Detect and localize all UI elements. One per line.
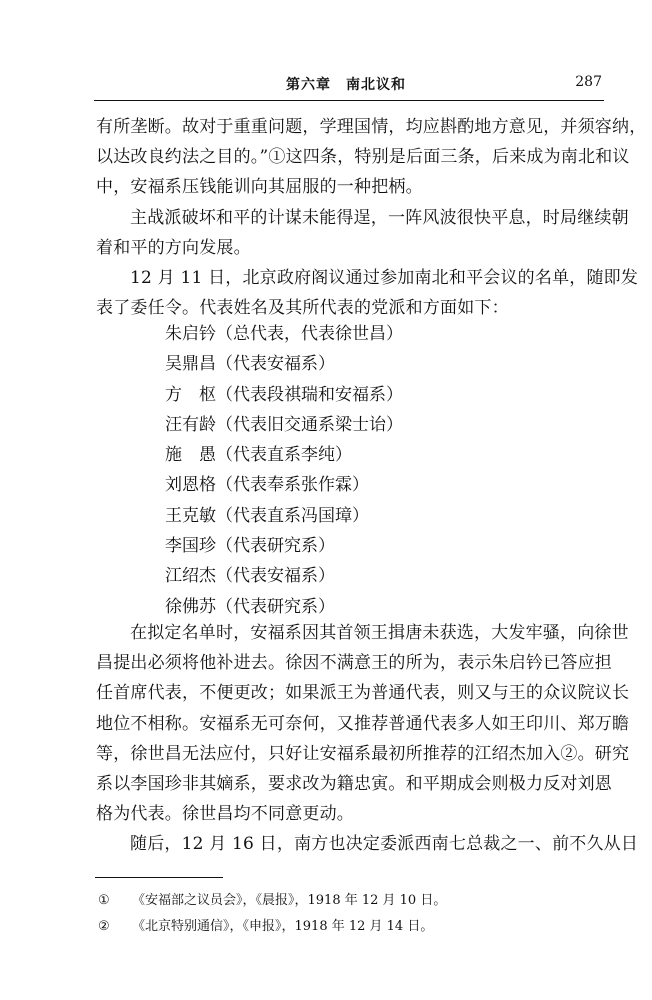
text-line: 着和平的方向发展。 <box>96 237 251 258</box>
delegate-item: 李国珍（代表研究系） <box>165 536 335 557</box>
delegate-list <box>165 319 403 622</box>
footnotes <box>98 889 446 941</box>
text-line: 主战派破坏和平的计谋未能得逞，一阵风波很快平息，时局继续朝 <box>130 207 629 228</box>
delegate-item: 吴鼎昌（代表安福系） <box>165 354 335 375</box>
header-rule <box>94 100 604 101</box>
footnote-rule <box>95 877 223 878</box>
text-line: 在拟定名单时，安福系因其首领王揖唐未获选，大发牢骚，向徐世 <box>130 623 629 643</box>
delegate-item: 刘恩格（代表奉系张作霖） <box>165 475 369 496</box>
footnote-mark: ② <box>98 919 110 934</box>
footnote-mark: ① <box>98 893 110 908</box>
delegate-item: 汪有龄（代表旧交通系梁士诒） <box>165 414 403 435</box>
delegate-item: 江绍杰（代表安福系） <box>165 566 335 587</box>
delegate-item: 朱启钤（总代表，代表徐世昌） <box>165 324 403 344</box>
page-header <box>96 74 602 98</box>
text-line: 有所垄断。故对于重重问题，学理国情，均应斟酌地方意见，并须容纳， <box>96 117 647 137</box>
text-line: 12 月 11 日，北京政府阁议通过参加南北和平会议的名单，随即发 <box>130 267 639 288</box>
page-number: 287 <box>575 74 602 90</box>
footnote <box>98 889 446 915</box>
text-line: 任首席代表，不便更改；如果派王为普通代表，则又与王的众议院议长 <box>96 683 630 704</box>
text-line: 随后，12 月 16 日，南方也决定委派西南七总裁之一、前不久从日 <box>130 834 639 855</box>
footnote-text: 《北京特别通信》，《申报》，1918 年 12 月 14 日。 <box>132 919 434 934</box>
delegate-item: 施 愚（代表直系李纯） <box>165 445 352 466</box>
delegate-item: 方 枢（代表段祺瑞和安福系） <box>165 384 403 405</box>
chapter-title: 第六章 南北议和 <box>286 77 406 93</box>
delegate-item: 王克敏（代表直系冯国璋） <box>165 505 369 526</box>
footnote-text: 《安福部之议员会》，《晨报》，1918 年 12 月 10 日。 <box>132 893 447 908</box>
body-text-top <box>96 112 647 323</box>
text-line: 地位不相称。安福系无可奈何，又推荐普通代表多人如王印川、郑万瞻 <box>96 713 630 734</box>
footnote <box>98 915 446 941</box>
text-line: 系以李国珍非其嫡系，要求改为籍忠寅。和平期成会则极力反对刘恩 <box>96 773 612 794</box>
text-line: 格为代表。徐世昌均不同意更动。 <box>96 804 354 825</box>
text-line: 等，徐世昌无法应付，只好让安福系最初所推荐的江绍杰加入②。研究 <box>96 743 630 764</box>
text-line: 中，安福系压钱能训向其屈服的一种把柄。 <box>96 177 423 198</box>
text-line: 昌提出必须将他补进去。徐因不满意王的所为，表示朱启钤已答应担 <box>96 653 612 674</box>
text-line: 表了委任令。代表姓名及其所代表的党派和方面如下： <box>96 298 509 319</box>
text-line: 以达改良约法之目的。”①这四条，特别是后面三条，后来成为南北和议 <box>96 147 630 168</box>
delegate-item: 徐佛苏（代表研究系） <box>165 596 335 617</box>
body-text-bottom <box>96 618 639 860</box>
